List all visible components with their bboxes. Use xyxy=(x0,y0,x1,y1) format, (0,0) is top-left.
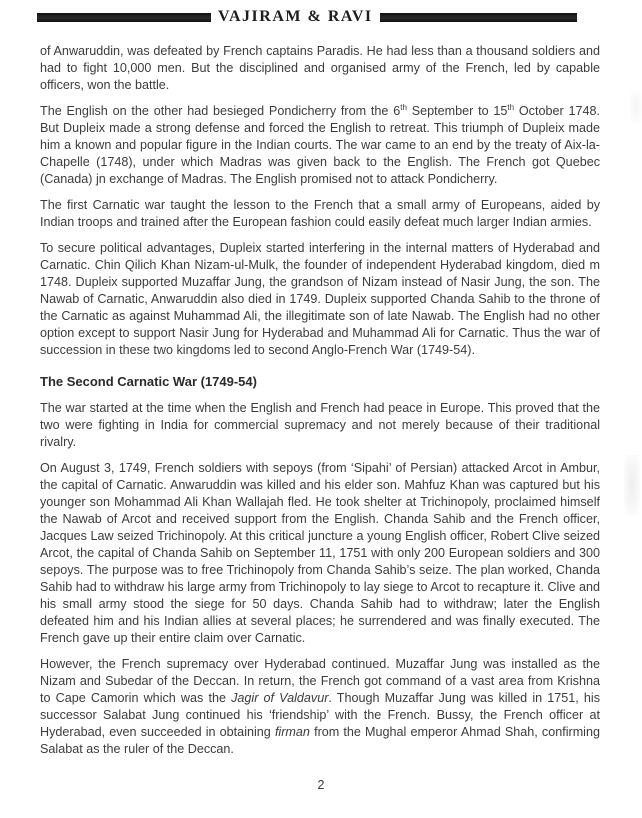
page-header xyxy=(37,7,577,27)
scan-smudge xyxy=(630,92,642,122)
paragraph: The war started at the time when the English and French had peace in Europe. This proved that the two were fighting in India for commercial supremacy and not merely because of their traditional rivalry. xyxy=(40,401,600,449)
paragraph: On August 3, 1749, French soldiers with sepoys (from ‘Sipahi’ of Persian) attacked Arcot in Ambur, the capital of Carnatic. Anwaruddin was killed and his elder son. Mahfuz Khan was captured but his younger son Mohammad Ali Khan Wallajah fled. He took shelter at Trichinopoly, proclaimed himself the Nawab of Arcot and received support from the English. Chanda Sahib and the French officer, Jacques Law seized Trichinopoly. At this critical juncture a young English officer, Robert Clive seized Arcot, the capital of Chanda Sahib on September 11, 1751 with only 200 European soldiers and 300 sepoys. The purpose was to free Trichinopoly from Chanda Sahib’s seize. The plan worked, Chanda Sahib had to withdraw his large army from Trichinopoly to lay siege to Arcot to recapture it. Clive and his small army stood the siege for 50 days. Chanda Sahib had to withdraw; later the English defeated him and his Indian allies at several places; he surrendered and was finally executed. The French gave up their entire claim over Carnatic. xyxy=(40,461,600,645)
paragraph: To secure political advantages, Dupleix started interfering in the internal matters of Hyderabad and Carnatic. Chin Qilich Khan Nizam-ul-Mulk, the founder of independent Hyderabad kingdom, died m 1748. Dupleix supported Muzaffar Jung, the grandson of Nizam instead of Nasir Jung, the son. The Nawab of Carnatic, Anwaruddin also died in 1749. Dupleix supported Chanda Sahib to the throne of the Carnatic as against Muhammad Ali, the illegitimate son of late Nawab. The English had no other option except to support Nasir Jung for Hyderabad and Muhammad Ali for Carnatic. Thus the war of succession in these two kingdoms led to second Anglo-French War (1749-54). xyxy=(40,241,600,357)
paragraph: However, the French supremacy over Hyderabad continued. Muzaffar Jung was installed as the Nizam and Subedar of the Deccan. In return, the French got command of a vast area from Krishna to Cape Camorin which was the Jagir of Valdavur. Though Muzaffar Jung was killed in 1751, his successor Salabat Jung continued his ‘friendship’ with the French. Bussy, the French officer at Hyderabad, even succeeded in obtaining firman from the Mughal emperor Ahmad Shah, confirming Salabat as the ruler of the Deccan. xyxy=(40,657,600,756)
page-number: 2 xyxy=(317,778,325,792)
header-rule-right xyxy=(380,13,577,22)
brand-title: VAJIRAM & RAVI xyxy=(218,8,373,25)
section-heading: The Second Carnatic War (1749-54) xyxy=(40,374,257,389)
paragraph: The first Carnatic war taught the lesson to the French that a small army of Europeans, aided by Indian troops and trained after the European fashion could easily defeat much larger Indian armies. xyxy=(40,198,600,229)
header-rule-left xyxy=(37,13,211,22)
scan-smudge xyxy=(624,455,640,515)
paragraph: The English on the other had besieged Pondicherry from the 6th September to 15th October 1748. But Dupleix made a strong defense and forced the English to retreat. This triumph of Dupleix made him a known and popular figure in the Indian courts. The war came to an end by the treaty of Aix-la-Chapelle (1748), under which Madras was given back to the English. The French got Quebec (Canada) jn exchange of Madras. The English promised not to attack Pondicherry. xyxy=(40,102,601,186)
document-content xyxy=(40,43,600,758)
paragraph: of Anwaruddin, was defeated by French captains Paradis. He had less than a thousand soldiers and had to fight 10,000 men. But the disciplined and organised army of the French, led by capable officers, won the battle. xyxy=(40,44,600,92)
